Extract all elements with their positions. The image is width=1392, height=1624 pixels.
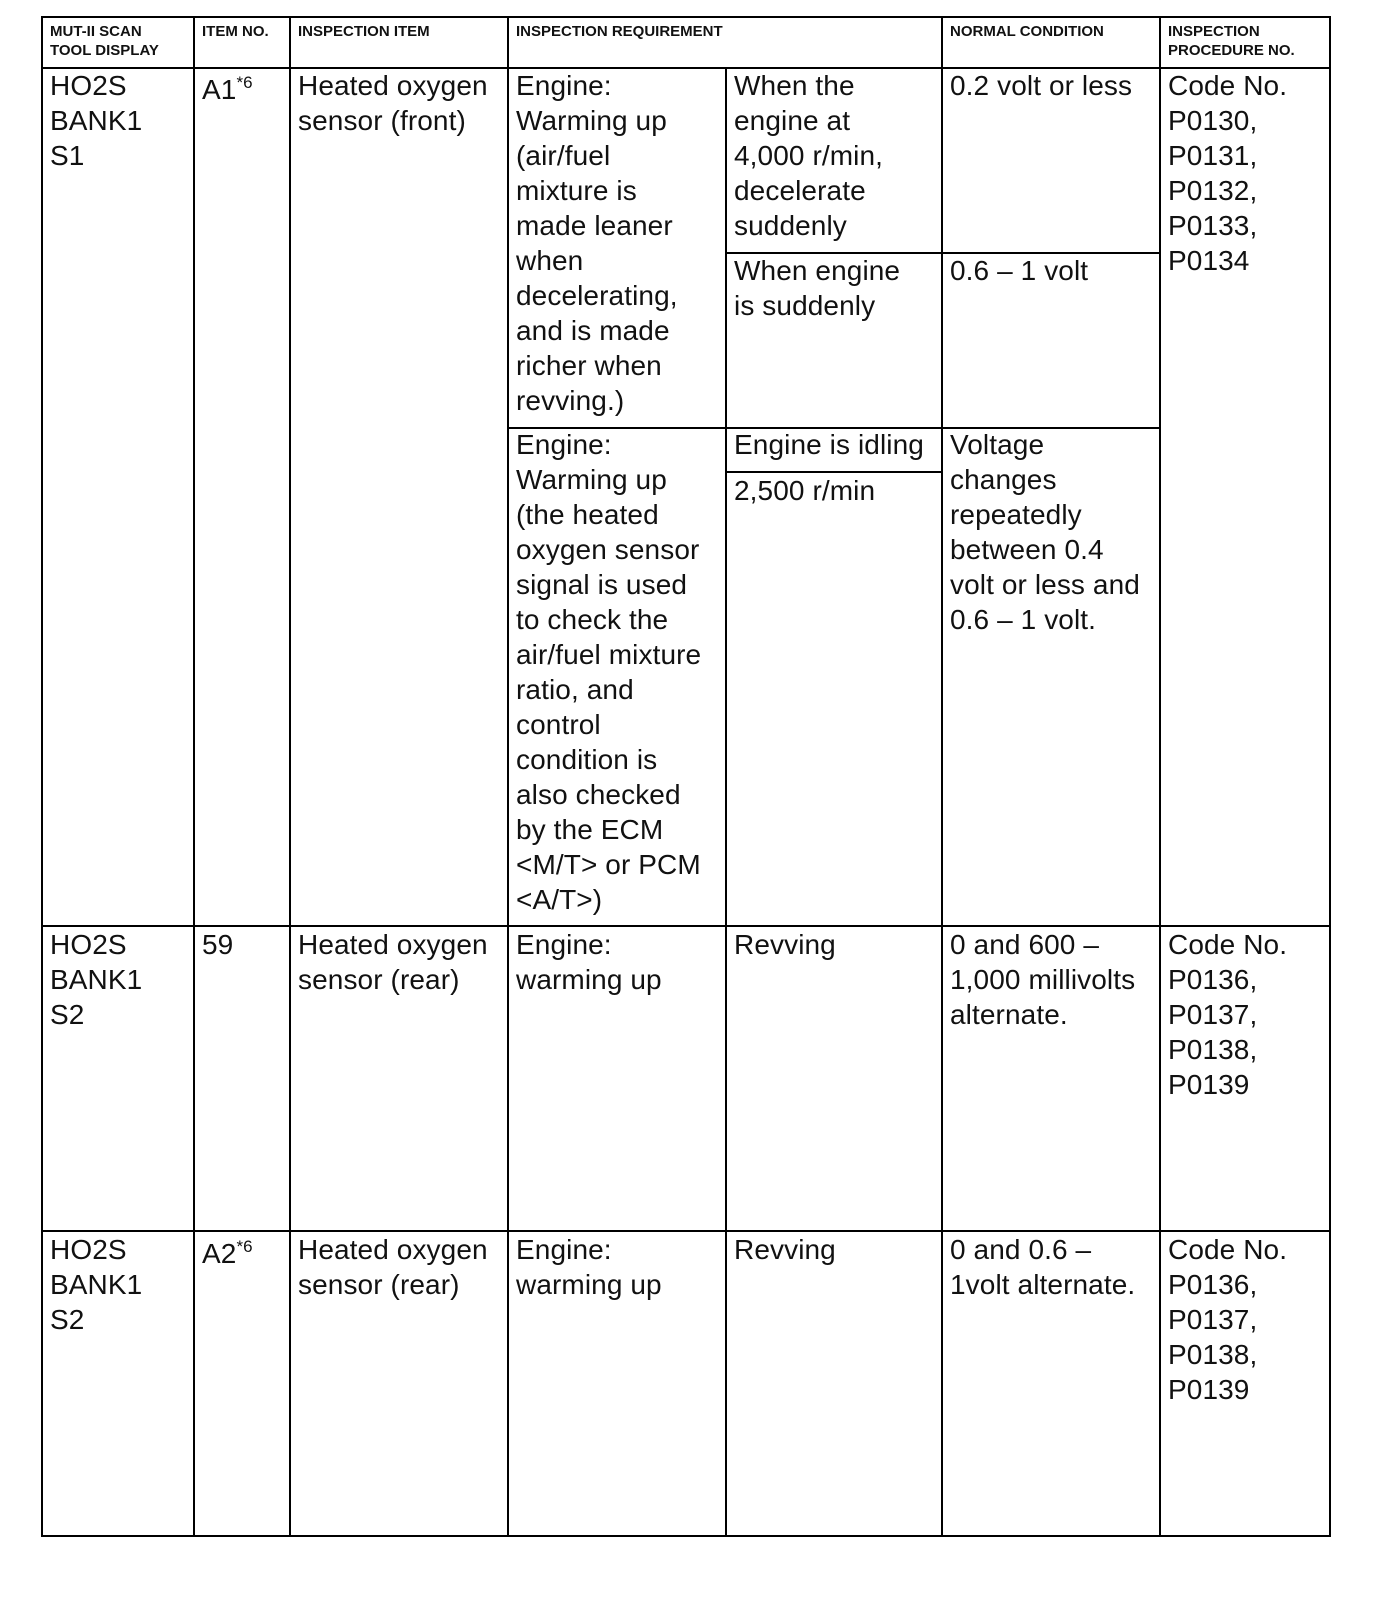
col-divider-4 bbox=[725, 68, 727, 1537]
col-divider-3 bbox=[507, 16, 509, 1537]
row1-item-no bbox=[202, 72, 288, 107]
row2-display: HO2S BANK1 S2 bbox=[50, 929, 143, 1030]
row3-display: HO2S BANK1 S2 bbox=[50, 1234, 143, 1335]
row3-inspection-item: Heated oxygen sensor (rear) bbox=[298, 1234, 488, 1300]
header-inspection-requirement: INSPECTION REQUIREMENT bbox=[516, 23, 723, 40]
row3-normal: 0 and 0.6 – 1volt alternate. bbox=[950, 1234, 1136, 1300]
row1-display: HO2S BANK1 S1 bbox=[50, 70, 143, 171]
row1-requirement-1: Engine: Warming up (air/fuel mixture is made leaner when decelerating, and is made richer when revving.) bbox=[516, 70, 678, 416]
header-normal-condition: NORMAL CONDITION bbox=[950, 23, 1104, 40]
row1-item-no-text: A1 bbox=[202, 74, 237, 105]
header-item-no: ITEM NO. bbox=[202, 23, 269, 40]
row2-normal: 0 and 600 – 1,000 millivolts alternate. bbox=[950, 929, 1136, 1030]
row1-condition-4: 2,500 r/min bbox=[734, 475, 876, 506]
row3-procedure: Code No. P0136, P0137, P0138, P0139 bbox=[1168, 1234, 1288, 1405]
row3-condition: Revving bbox=[734, 1234, 836, 1265]
row2-condition: Revving bbox=[734, 929, 836, 960]
row1-normal-2: 0.6 – 1 volt bbox=[950, 255, 1089, 286]
row1-item-no-footnote: *6 bbox=[236, 73, 253, 92]
row1-requirement-2: Engine: Warming up (the heated oxygen sensor signal is used to check the air/fuel mixture ratio, and control condition is also checked by the ECM <M/T> or PCM <A/T>) bbox=[516, 429, 702, 915]
row2-item-no: 59 bbox=[202, 929, 234, 960]
table-left-border bbox=[41, 16, 43, 1537]
col-divider-2 bbox=[289, 16, 291, 1537]
row3-item-no-footnote: *6 bbox=[236, 1237, 253, 1256]
row1-condition-1: When the engine at 4,000 r/min, decelerate suddenly bbox=[734, 70, 884, 241]
header-inspection-item: INSPECTION ITEM bbox=[298, 23, 430, 40]
header-display: MUT-II SCAN TOOL DISPLAY bbox=[50, 23, 159, 59]
row2-requirement: Engine: warming up bbox=[516, 929, 662, 995]
row1-procedure: Code No. P0130, P0131, P0132, P0133, P0134 bbox=[1168, 70, 1288, 276]
row1-normal-1: 0.2 volt or less bbox=[950, 70, 1133, 101]
row1-inspection-item: Heated oxygen sensor (front) bbox=[298, 70, 488, 136]
table-top-border bbox=[41, 16, 1331, 18]
row2-inspection-item: Heated oxygen sensor (rear) bbox=[298, 929, 488, 995]
col-divider-1 bbox=[193, 16, 195, 1537]
row1-normal-3: Voltage changes repeatedly between 0.4 volt or less and 0.6 – 1 volt. bbox=[950, 429, 1140, 635]
header-procedure-no: INSPECTION PROCEDURE NO. bbox=[1168, 23, 1295, 59]
row3-item-no-text: A2 bbox=[202, 1238, 237, 1269]
col-divider-6 bbox=[1159, 16, 1161, 1537]
row2-procedure: Code No. P0136, P0137, P0138, P0139 bbox=[1168, 929, 1288, 1100]
table-bottom-border bbox=[41, 1535, 1331, 1537]
row1-condition-3: Engine is idling bbox=[734, 429, 924, 460]
col-divider-5 bbox=[941, 16, 943, 1537]
row3-item-no bbox=[202, 1236, 288, 1271]
table-right-border bbox=[1329, 16, 1331, 1537]
row3-requirement: Engine: warming up bbox=[516, 1234, 662, 1300]
row1-condition-2: When engine is suddenly bbox=[734, 255, 901, 321]
